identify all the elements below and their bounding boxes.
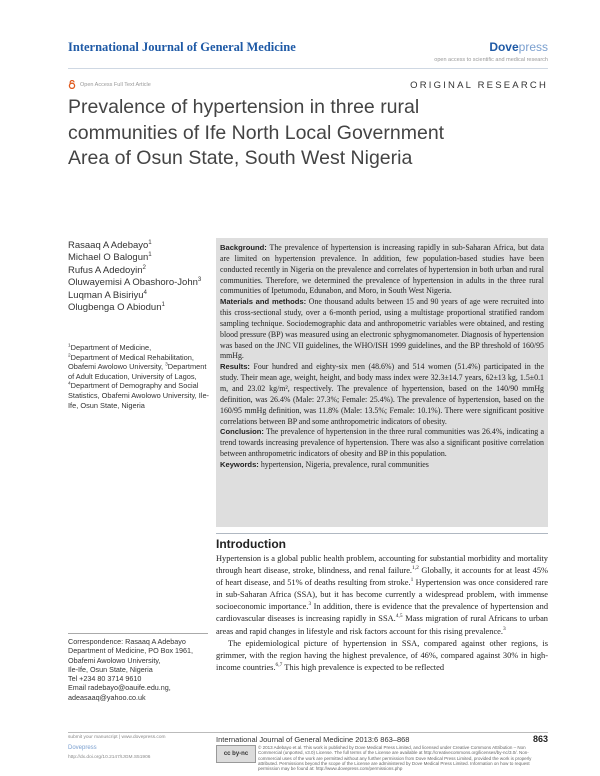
intro-divider xyxy=(216,533,548,534)
correspondence-email[interactable]: adeasaaq@yahoo.co.uk xyxy=(68,692,146,702)
open-access-badge xyxy=(68,80,151,89)
title-line: communities of Ife North Local Government xyxy=(68,121,445,144)
author-list xyxy=(68,240,208,314)
author[interactable]: Rasaaq A Adebayo$^1$ xyxy=(68,238,152,251)
introduction-body xyxy=(216,553,548,674)
submit-manuscript-link[interactable]: submit your manuscript | www.dovepress.com xyxy=(68,735,166,740)
author[interactable]: Oluwayemisi A Obashoro-John$^3$ xyxy=(68,276,202,289)
creative-commons-badge[interactable]: cc by-nc xyxy=(216,745,256,763)
publisher-logo[interactable] xyxy=(489,40,548,54)
header-divider xyxy=(68,68,548,69)
author[interactable]: Rufus A Adedoyin$^2$ xyxy=(68,263,146,276)
open-access-lock-icon xyxy=(68,80,76,89)
license-text: © 2013 Adebayo et al. This work is published by Dove Medical Press Limited, and licensed under Creative Commons Attribution – Non Commercial (unported, v3.0) License. The full terms of the License are available at http://creativecommons.org/licenses/by-nc/3.0/. Non-commercial uses of the work are permitted without any further permission from Dove Medical Press Limited, provided the work is properly attributed. Permissions beyond the scope of the License are administered by Dove Medical Press Limited. Information on how to request permission may be found at: http://www.dovepress.com/permissions.php xyxy=(258,745,532,772)
affiliations xyxy=(68,343,210,410)
doi-link[interactable]: http://dx.doi.org/10.2147/IJGM.S51906 xyxy=(68,755,151,760)
journal-name[interactable]: International Journal of General Medicine xyxy=(68,40,296,54)
citation[interactable]: 1 xyxy=(410,577,414,584)
page-number: 863 xyxy=(532,734,548,744)
footer-dovepress-logo[interactable]: Dovepress xyxy=(68,745,97,751)
title-line: Area of Osun State, South West Nigeria xyxy=(68,147,413,169)
publisher-logo-dove: Dove xyxy=(489,40,519,54)
author[interactable]: Michael O Balogun$^1$ xyxy=(68,251,152,264)
publisher-tagline: open access to scientific and medical research xyxy=(434,57,548,63)
abstract-background: Background: The prevalence of hypertension is increasing rapidly in sub-Saharan Africa, but data are limited on hypertension prevalence. In addition, few population-based studies have been conducted recently in Nigeria on the prevalence and correlates of hypertension in both urban and rural communities. Therefore, we determined the prevalence of hypertension in adults in the three rural communities of Ipetumodu, Edunabon, and Moro, in South West Nigeria. xyxy=(220,243,544,296)
abstract-results: Results: Four hundred and eighty-six men (48.6%) and 514 women (51.4%) participated in the study. Their mean age, weight, height, and body mass index were 32.3±14.7 years, 62±13 kg, 1.5±0.1 m, and 23.02 kg/m², respectively. The prevalence of hypertension, based on the 140/90 mmHg definition, was 26.4% (Male: 27.3%; Female: 25.4%). The prevalence of hypertension, based on the 160/95 mmHg definition, was 11.8% (Male: 13.5%; Female: 10.1%). There were significant positive correlations between BP and some anthropometric indicators of obesity. xyxy=(220,362,544,426)
citation[interactable]: 1,2 xyxy=(412,565,419,572)
abstract-conclusion: Conclusion: The prevalence of hypertension in the three rural communities was 26.4%, indicating a trend towards increasing prevalence of hypertension. There was also a significant positive correlation between anthropometric indicators of obesity and BP in this population. xyxy=(220,427,544,459)
correspondence-line: Tel +234 80 3714 9610 xyxy=(68,674,142,684)
correspondence-line: Department of Medicine, PO Box 1961, xyxy=(68,646,194,656)
affiliation: $^1$Department of Medicine, xyxy=(68,343,152,352)
introduction-heading: Introduction xyxy=(216,537,286,551)
publisher-logo-press: press xyxy=(518,40,548,54)
article-title xyxy=(68,95,538,172)
citation[interactable]: 3 xyxy=(502,625,506,632)
citation[interactable]: 3 xyxy=(308,601,312,608)
abstract-keywords: Keywords: hypertension, Nigeria, prevalence, rural communities xyxy=(220,459,429,469)
correspondence xyxy=(68,637,213,702)
correspondence-email[interactable]: Email radebayo@oauife.edu.ng, xyxy=(68,683,171,693)
section-label: ORIGINAL RESEARCH xyxy=(410,80,548,91)
author[interactable]: Luqman A Bisiriyu$^4$ xyxy=(68,288,147,301)
correspondence-line: Obafemi Awolowo University, xyxy=(68,655,161,665)
author[interactable]: Olugbenga O Abiodun$^1$ xyxy=(68,300,165,314)
open-access-label: Open Access Full Text Article xyxy=(80,81,151,88)
abstract-methods: Materials and methods: One thousand adults between 15 and 90 years of age were recruited into this cross-sectional study, over a 6-month period, using a multistage proportional stratified random sampling technique. Sociodemographic data and anthropometric variables were obtained, and resting blood pressure (BP) was measured using an electronic sphygmomanometer. Diagnosis of hypertension was based on the JNC VII guidelines, the WHO/ISH 1999 guidelines, and the BP threshold of 160/95 mmHg. xyxy=(220,297,544,361)
citation[interactable]: 6,7 xyxy=(275,662,283,669)
journal-citation: International Journal of General Medicine 2013:6 863–868 xyxy=(216,735,410,744)
citation[interactable]: 4,5 xyxy=(395,613,403,620)
correspondence-divider xyxy=(68,633,208,634)
title-line: Prevalence of hypertension in three rural xyxy=(68,96,420,118)
correspondence-line: Ile-Ife, Osun State, Nigeria xyxy=(68,664,153,674)
correspondence-line: Correspondence: Rasaaq A Adebayo xyxy=(68,637,186,646)
paragraph: The epidemiological picture of hypertension in SSA, compared against other regions, is grimmer, with the region having the highest prevalence, of 46%, compared against 30% in high-income countries.$^{6,7}$ This high prevalence is expected to be reflected xyxy=(216,638,548,672)
abstract-box xyxy=(216,238,548,527)
footer-divider xyxy=(68,732,548,733)
affiliation: $^4$Department of Demography and Social Statistics, Obafemi Awolowo University, Ile-Ife, Osun State, Nigeria xyxy=(68,381,210,410)
affiliation: $^2$Department of Medical Rehabilitation, Obafemi Awolowo University, $^3$Department of Adult Education, University of Lagos, xyxy=(68,352,207,381)
paragraph: Hypertension is a global public health problem, accounting for substantial morbidity and mortality through heart disease, stroke, blindness, and renal failure.$^{1,2}$ Globally, it accounts for at least 45% of heart disease, and 51% of deaths resulting from stroke.$^1$ Hypertension was once considered rare in sub-Saharan Africa (SSA), but it has become currently a widespread problem, with immense socioeconomic importance.$^3$ In addition, there is evidence that the prevalence of hypertension and cardiovascular diseases is increasing rapidly in SSA.$^{4,5}$ Mass migration of rural Africans to urban areas and rapid changes in lifestyle and risk factors account for this rising prevalence.$^3$ xyxy=(216,554,549,636)
